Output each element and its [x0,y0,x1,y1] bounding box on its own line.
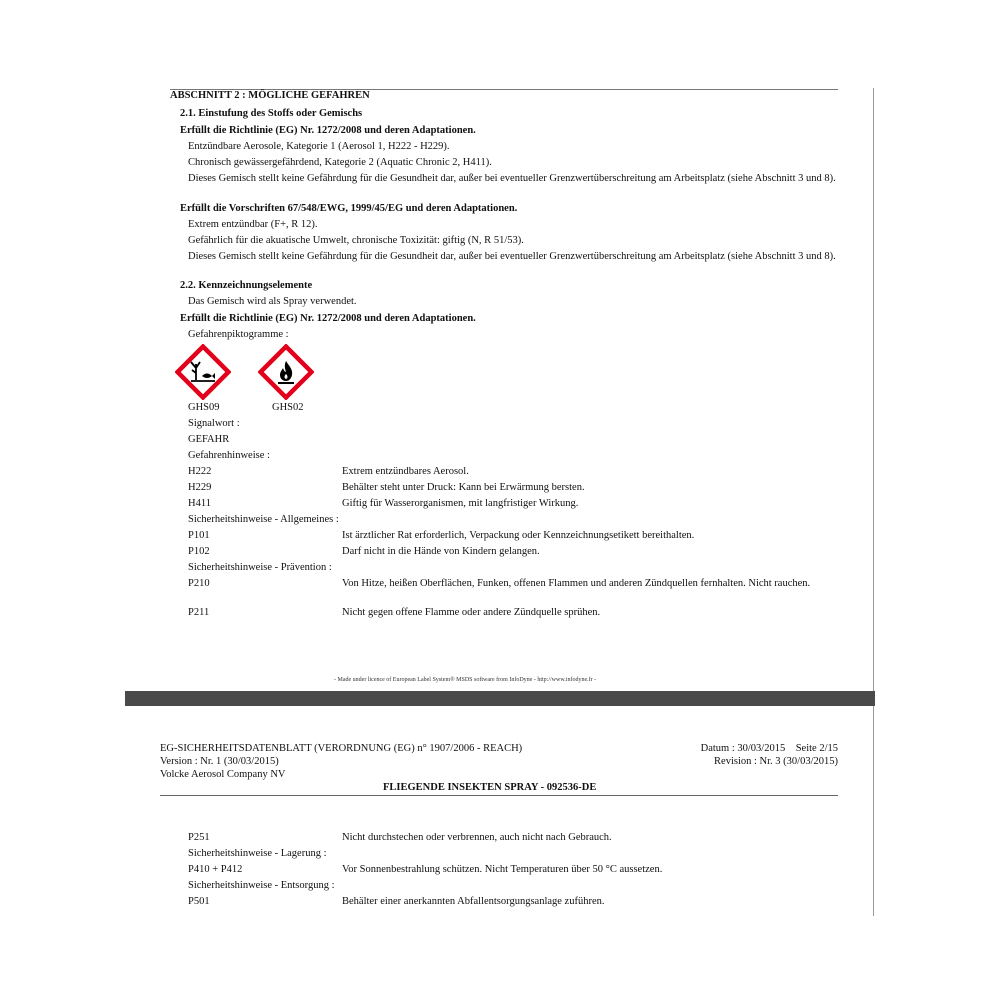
precaution-text: Behälter einer anerkannten Abfallentsorgungsanlage zuführen. [342,896,605,907]
header-rule [160,795,838,796]
classification-line: Entzündbare Aerosole, Kategorie 1 (Aerosol 1, H222 - H229). [188,141,450,152]
precaution-text: Nicht durchstechen oder verbrennen, auch nicht nach Gebrauch. [342,832,612,843]
pictogram-code: GHS09 [188,402,220,413]
flame-icon [258,344,314,400]
precaution-code: P251 [188,832,210,843]
precaution-code: P102 [188,546,210,557]
hazard-text: Giftig für Wasserorganismen, mit langfristiger Wirkung. [342,498,579,509]
classification-line: Extrem entzündbar (F+, R 12). [188,219,318,230]
date-page-info: Datum : 30/03/2015 Seite 2/15 [700,743,838,754]
precaution-text: Ist ärztlicher Rat erforderlich, Verpackung oder Kennzeichnungsetikett bereithalten. [342,530,695,541]
precaution-code: P210 [188,578,210,589]
precaution-text: Darf nicht in die Hände von Kindern gelangen. [342,546,540,557]
environment-hazard-icon [175,344,231,400]
version-info: Version : Nr. 1 (30/03/2015) [160,756,279,767]
section-title: ABSCHNITT 2 : MÖGLICHE GEFAHREN [170,90,370,101]
precaution-code: P211 [188,607,210,618]
company-name: Volcke Aerosol Company NV [160,769,286,780]
page-right-edge [873,706,874,916]
signal-word: GEFAHR [188,434,230,445]
precaution-text: Nicht gegen offene Flamme oder andere Zündquelle sprühen. [342,607,601,618]
pictograms-label: Gefahrenpiktogramme : [188,329,289,340]
document-title: EG-SICHERHEITSDATENBLATT (VERORDNUNG (EG) n° 1907/2006 - REACH) [160,743,523,754]
subsection-2-2-title: 2.2. Kennzeichnungselemente [180,280,313,291]
precaution-code: P101 [188,530,210,541]
prevention-precautions-label: Sicherheitshinweise - Prävention : [188,562,332,573]
hazard-code: H411 [188,498,211,509]
hazard-text: Extrem entzündbares Aerosol. [342,466,469,477]
classification-line: Gefährlich für die akuatische Umwelt, chronische Toxizität: giftig (N, R 51/53). [188,235,524,246]
page-separator [125,691,875,706]
general-precautions-label: Sicherheitshinweise - Allgemeines : [188,514,339,525]
spray-note: Das Gemisch wird als Spray verwendet. [188,296,357,307]
subsection-2-1-title: 2.1. Einstufung des Stoffs oder Gemischs [180,108,363,119]
software-footer: - Made under licence of European Label System® MSDS software from InfoDyne - http://www.infodyne.fr - [334,677,597,683]
regulation-1-title: Erfüllt die Richtlinie (EG) Nr. 1272/2008 und deren Adaptationen. [180,125,476,136]
hazard-code: H222 [188,466,212,477]
precaution-text: Vor Sonnenbestrahlung schützen. Nicht Temperaturen über 50 °C aussetzen. [342,864,663,875]
classification-line: Chronisch gewässergefährdend, Kategorie 2 (Aquatic Chronic 2, H411). [188,157,492,168]
regulation-3-title: Erfüllt die Richtlinie (EG) Nr. 1272/2008 und deren Adaptationen. [180,313,476,324]
hazard-statements-label: Gefahrenhinweise : [188,450,270,461]
disposal-precautions-label: Sicherheitshinweise - Entsorgung : [188,880,335,891]
hazard-text: Behälter steht unter Druck: Kann bei Erwärmung bersten. [342,482,585,493]
health-note: Dieses Gemisch stellt keine Gefährdung für die Gesundheit dar, außer bei eventueller Grenzwertüberschreitung am Arbeitsplatz (siehe Abschnitt 3 und 8). [188,173,836,184]
product-title: FLIEGENDE INSEKTEN SPRAY - 092536-DE [383,782,597,793]
precaution-text: Von Hitze, heißen Oberflächen, Funken, offenen Flammen und anderen Zündquellen fernhalten. Nicht rauchen. [342,578,811,589]
precaution-code: P501 [188,896,210,907]
regulation-2-title: Erfüllt die Vorschriften 67/548/EWG, 1999/45/EG und deren Adaptationen. [180,203,518,214]
precaution-code: P410 + P412 [188,864,243,875]
storage-precautions-label: Sicherheitshinweise - Lagerung : [188,848,327,859]
health-note: Dieses Gemisch stellt keine Gefährdung für die Gesundheit dar, außer bei eventueller Grenzwertüberschreitung am Arbeitsplatz (siehe Abschnitt 3 und 8). [188,251,836,262]
pictogram-code: GHS02 [272,402,304,413]
page-right-edge [873,88,874,691]
revision-info: Revision : Nr. 3 (30/03/2015) [714,756,838,767]
hazard-code: H229 [188,482,212,493]
signal-word-label: Signalwort : [188,418,240,429]
